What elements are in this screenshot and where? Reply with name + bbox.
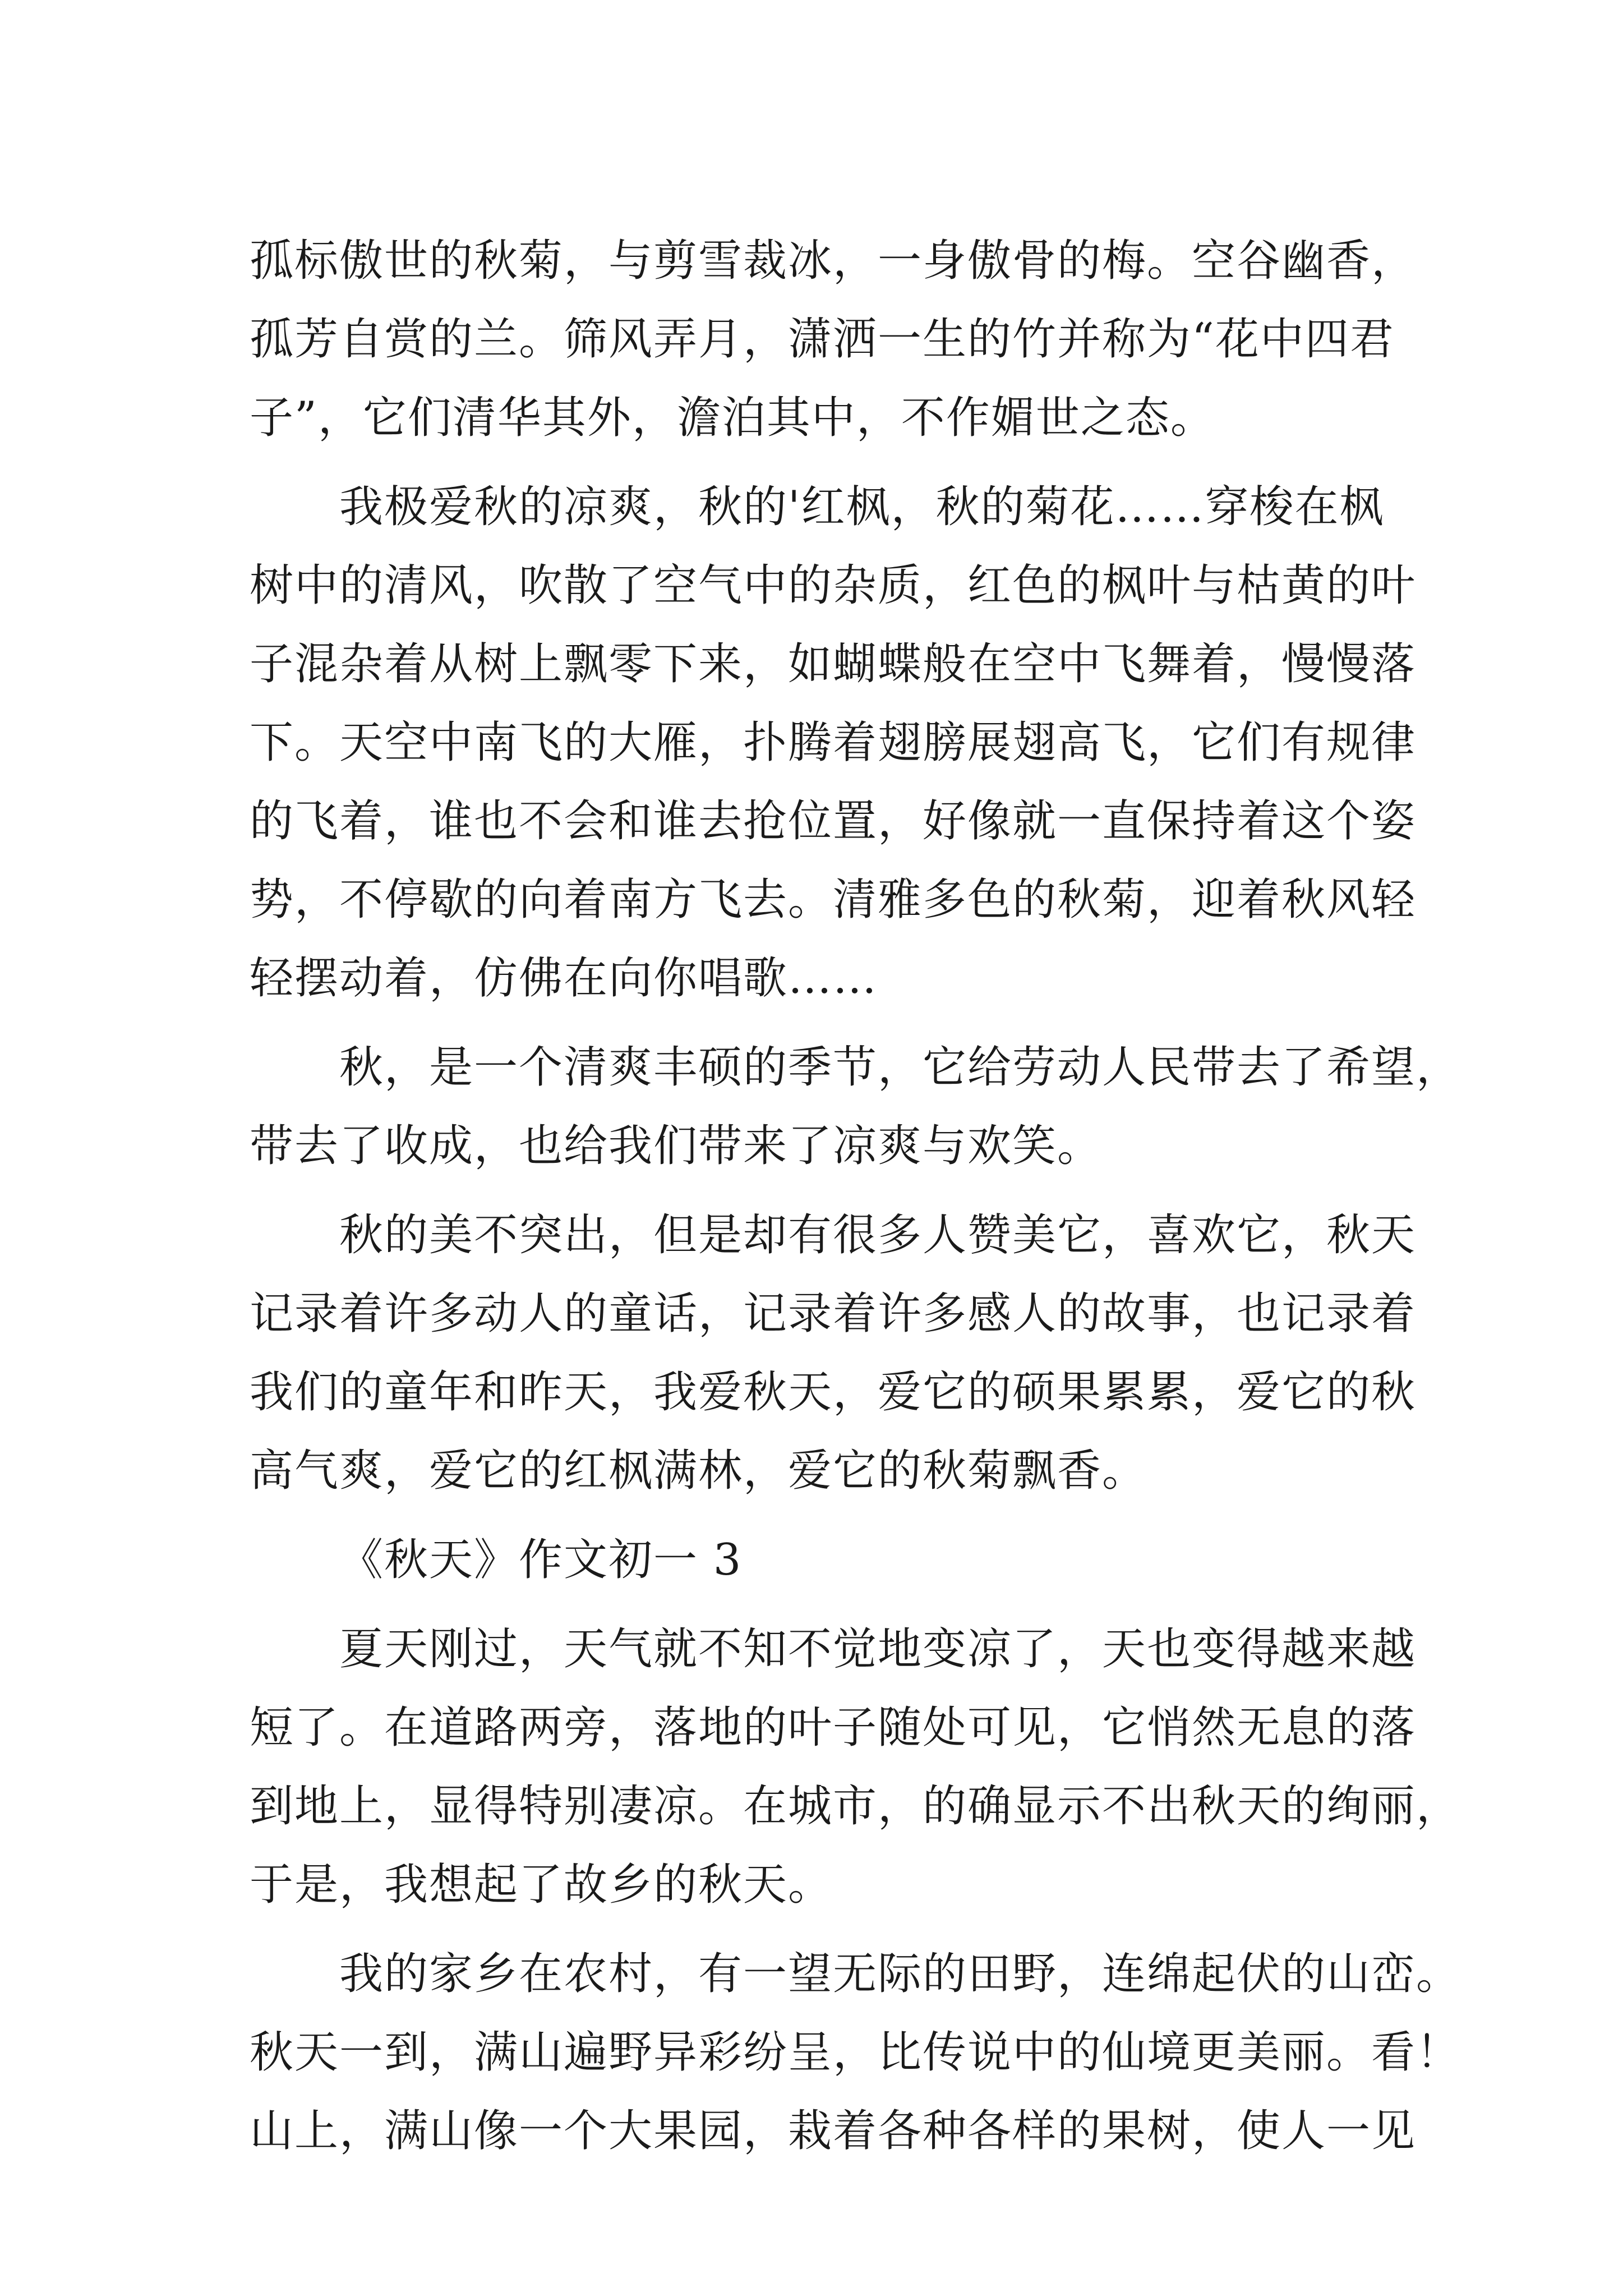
paragraph [250,1028,1461,1185]
paragraph [250,1196,1417,1510]
text-line: 到地上，显得特别凄凉。在城市，的确显示不出秋天的绚丽， [250,1781,1461,1832]
paragraph [250,468,1417,1018]
paragraph [250,1935,1461,2170]
text-line: 秋天一到，满山遍野异彩纷呈，比传说中的仙境更美丽。看！ [250,2027,1461,2078]
text-line: 我极爱秋的凉爽，秋的'红枫，秋的菊花……穿梭在枫 [339,482,1385,532]
text-line: 带去了收成，也给我们带来了凉爽与欢笑。 [250,1121,1103,1171]
text-line: 树中的清风，吹散了空气中的杂质，红色的枫叶与枯黄的叶 [250,560,1417,611]
text-line: 秋的美不突出，但是却有很多人赞美它，喜欢它，秋天 [339,1210,1417,1260]
text-line: 势，不停歇的向着南方飞去。清雅多色的秋菊，迎着秋风轻 [250,875,1417,925]
text-line: 秋，是一个清爽丰硕的季节，它给劳动人民带去了希望， [339,1042,1461,1093]
text-line: 我们的童年和昨天，我爱秋天，爱它的硕果累累，爱它的秋 [250,1367,1417,1418]
text-line: 记录着许多动人的童话，记录着许多感人的故事，也记录着 [250,1289,1417,1339]
section-heading [250,1521,1388,1599]
text-line: 我的家乡在农村，有一望无际的田野，连绵起伏的山峦。 [339,1949,1461,1999]
text-line: 短了。在道路两旁，落地的叶子随处可见，它悄然无息的落 [250,1703,1417,1753]
text-line: 下。天空中南飞的大雁，扑腾着翅膀展翅高飞，它们有规律 [250,717,1417,768]
paragraph [250,1610,1461,1924]
text-line: 子混杂着从树上飘零下来，如蝴蝶般在空中飞舞着，慢慢落 [250,639,1417,689]
paragraph [250,222,1417,457]
document-body [250,222,1461,2170]
text-line: 的飞着，谁也不会和谁去抢位置，好像就一直保持着这个姿 [250,796,1417,846]
text-line: 孤标傲世的秋菊，与剪雪裁冰，一身傲骨的梅。空谷幽香， [250,236,1417,286]
text-line: 于是，我想起了故乡的秋天。 [250,1860,833,1910]
text-line: 高气爽，爱它的红枫满林，爱它的秋菊飘香。 [250,1446,1147,1496]
text-line: 夏天刚过，天气就不知不觉地变凉了，天也变得越来越 [339,1624,1417,1674]
heading-text: 《秋天》作文初一 3 [339,1535,743,1585]
text-line: 轻摆动着，仿佛在向你唱歌…… [250,953,878,1004]
text-line: 山上，满山像一个大果园，栽着各种各样的果树，使人一见 [250,2106,1417,2156]
text-line: 子”，它们清华其外，澹泊其中，不作媚世之态。 [250,393,1215,443]
text-line: 孤芳自赏的兰。筛风弄月，潇洒一生的竹并称为“花中四君 [250,314,1395,365]
